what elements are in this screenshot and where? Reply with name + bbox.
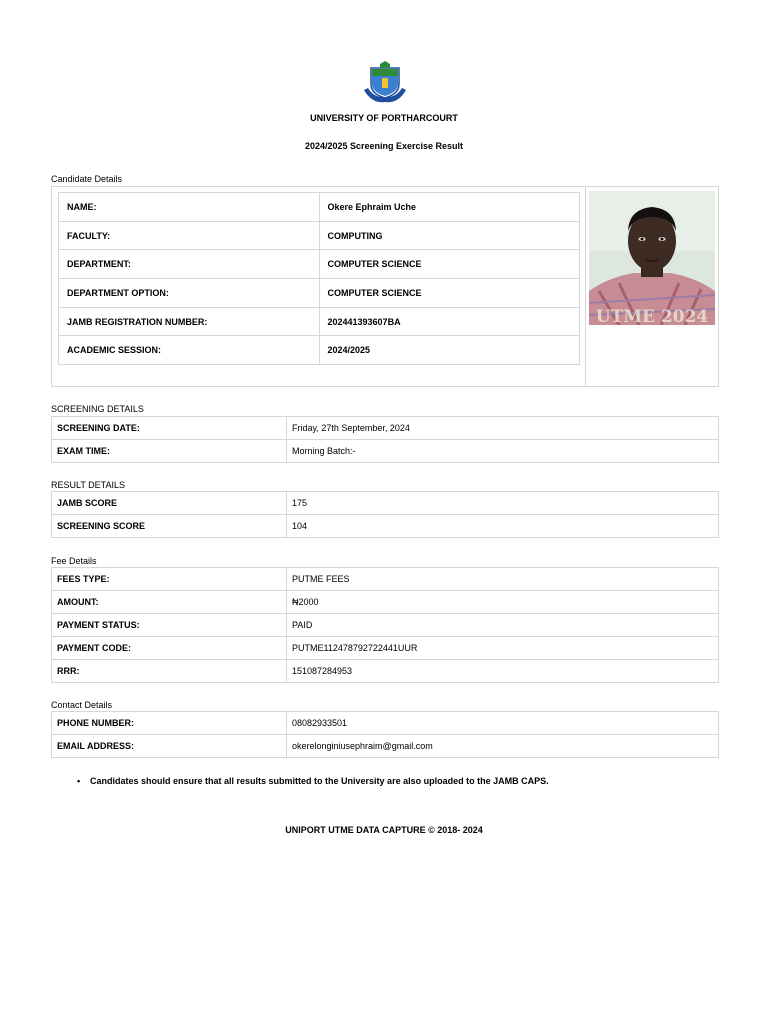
screening-table xyxy=(51,416,719,463)
candidate-photo xyxy=(589,191,715,325)
row-label: FACULTY: xyxy=(59,221,320,250)
row-value: 151087284953 xyxy=(287,660,719,683)
table-row xyxy=(59,279,580,308)
fee-table xyxy=(51,567,719,683)
fee-section-title: Fee Details xyxy=(51,556,97,566)
row-value: COMPUTER SCIENCE xyxy=(319,250,580,279)
row-label: DEPARTMENT: xyxy=(59,250,320,279)
row-value: PUTME FEES xyxy=(287,568,719,591)
notice xyxy=(77,776,549,786)
table-row xyxy=(52,591,719,614)
row-value: ₦2000 xyxy=(287,591,719,614)
row-label: PAYMENT STATUS: xyxy=(52,614,287,637)
contact-table xyxy=(51,711,719,758)
result-table xyxy=(51,491,719,538)
row-value: Morning Batch:- xyxy=(287,440,719,463)
bullet-icon: • xyxy=(77,776,81,786)
row-label: AMOUNT: xyxy=(52,591,287,614)
table-row xyxy=(52,660,719,683)
row-value: COMPUTING xyxy=(319,221,580,250)
table-row xyxy=(52,568,719,591)
row-label: ACADEMIC SESSION: xyxy=(59,336,320,365)
table-row xyxy=(59,250,580,279)
table-row xyxy=(59,307,580,336)
row-value: 104 xyxy=(287,515,719,538)
page-title: 2024/2025 Screening Exercise Result xyxy=(304,141,464,151)
row-label: JAMB REGISTRATION NUMBER: xyxy=(59,307,320,336)
table-row xyxy=(52,637,719,660)
table-row xyxy=(52,735,719,758)
row-label: SCREENING SCORE xyxy=(52,515,287,538)
table-row xyxy=(52,492,719,515)
row-label: PHONE NUMBER: xyxy=(52,712,287,735)
row-value: COMPUTER SCIENCE xyxy=(319,279,580,308)
row-value: okerelonginiusephraim@gmail.com xyxy=(287,735,719,758)
candidate-divider xyxy=(585,187,586,386)
screening-section-title: SCREENING DETAILS xyxy=(51,404,144,414)
row-value: Friday, 27th September, 2024 xyxy=(287,417,719,440)
row-value: 202441393607BA xyxy=(319,307,580,336)
notice-text: Candidates should ensure that all results submitted to the University are also uploaded to the JAMB CAPS. xyxy=(90,776,549,786)
row-value: PUTME112478792722441UUR xyxy=(287,637,719,660)
row-label: FEES TYPE: xyxy=(52,568,287,591)
candidate-panel xyxy=(51,186,719,387)
row-label: PAYMENT CODE: xyxy=(52,637,287,660)
table-row xyxy=(59,221,580,250)
table-row xyxy=(52,614,719,637)
candidate-section-title: Candidate Details xyxy=(51,174,123,184)
table-row xyxy=(52,417,719,440)
result-section-title: RESULT DETAILS xyxy=(51,480,126,490)
table-row xyxy=(59,336,580,365)
table-row xyxy=(52,712,719,735)
table-row xyxy=(52,440,719,463)
row-label: EMAIL ADDRESS: xyxy=(52,735,287,758)
row-label: DEPARTMENT OPTION: xyxy=(59,279,320,308)
contact-section-title: Contact Details xyxy=(51,700,113,710)
university-crest-logo xyxy=(360,60,410,108)
row-label: RRR: xyxy=(52,660,287,683)
row-value: Okere Ephraim Uche xyxy=(319,193,580,222)
row-value: PAID xyxy=(287,614,719,637)
footer: UNIPORT UTME DATA CAPTURE © 2018- 2024 xyxy=(285,825,483,835)
row-label: NAME: xyxy=(59,193,320,222)
candidate-table xyxy=(58,192,580,365)
table-row xyxy=(52,515,719,538)
row-value: 2024/2025 xyxy=(319,336,580,365)
row-label: JAMB SCORE xyxy=(52,492,287,515)
row-label: SCREENING DATE: xyxy=(52,417,287,440)
row-label: EXAM TIME: xyxy=(52,440,287,463)
photo-watermark: UTME 2024 xyxy=(595,307,709,325)
table-row xyxy=(59,193,580,222)
row-value: 08082933501 xyxy=(287,712,719,735)
institution-name: UNIVERSITY OF PORTHARCOURT xyxy=(310,113,458,123)
row-value: 175 xyxy=(287,492,719,515)
